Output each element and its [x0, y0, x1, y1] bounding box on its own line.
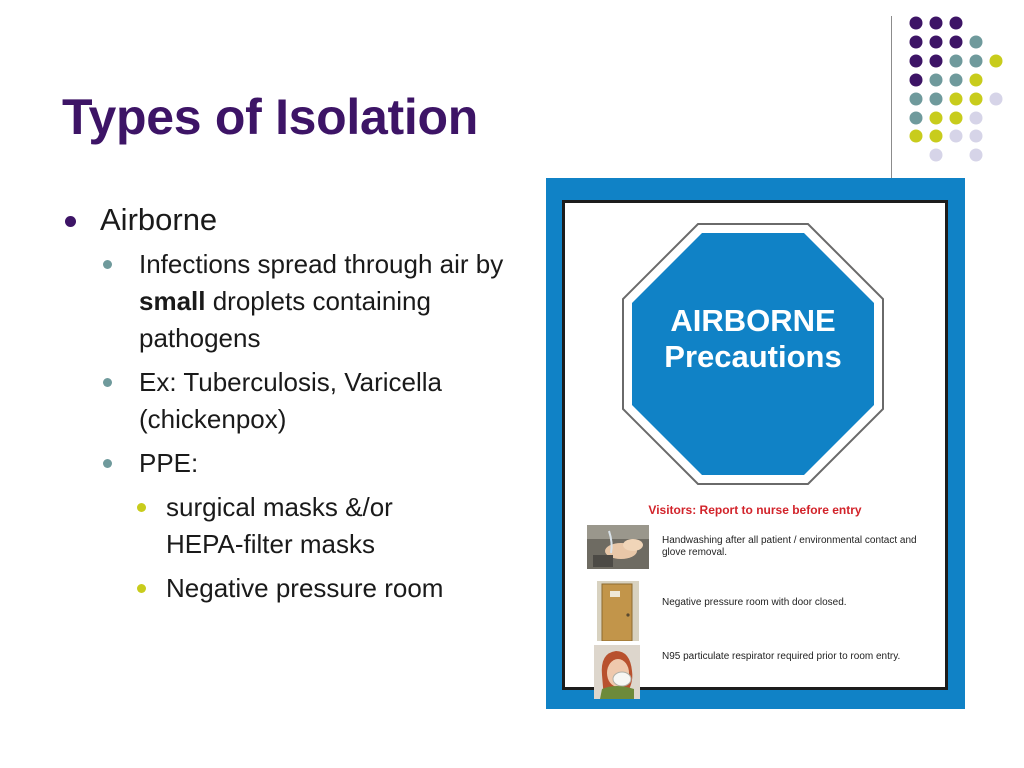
- poster-item: [587, 645, 927, 701]
- airborne-precautions-poster: [546, 178, 965, 709]
- decorative-dot-grid: [905, 14, 1015, 164]
- bullet-text: droplets containing pathogens: [139, 286, 431, 353]
- divider-line: [891, 16, 892, 180]
- handwashing-icon: [587, 525, 649, 569]
- poster-item-text: N95 particulate respirator required prior to room entry.: [662, 651, 901, 662]
- poster-item-text: Negative pressure room with door closed.: [662, 597, 847, 608]
- bullet-ppe-masks: surgical masks &/or HEPA-filter masks: [133, 489, 456, 563]
- bullet-airborne: Airborne: [62, 200, 532, 240]
- bullet-list: [62, 200, 532, 614]
- poster-item: [587, 581, 927, 641]
- sign-text: [621, 303, 885, 375]
- bullet-ppe-room: Negative pressure room: [133, 570, 532, 607]
- bullet-examples: Ex: Tuberculosis, Varicella (chickenpox): [100, 364, 469, 438]
- poster-panel: [562, 200, 948, 690]
- respirator-icon: [594, 645, 640, 699]
- visitors-notice: Visitors: Report to nurse before entry: [648, 503, 862, 517]
- door-icon: [597, 581, 639, 641]
- bullet-text: Infections spread through air by: [139, 249, 504, 279]
- poster-item: [587, 525, 927, 585]
- bullet-bold-text: small: [139, 286, 206, 316]
- bullet-infections-spread: [100, 246, 532, 357]
- poster-item-text: Handwashing after all patient / environmental contact and glove removal.: [662, 535, 917, 558]
- slide-title: Types of Isolation: [62, 89, 478, 145]
- bullet-ppe: PPE:: [100, 445, 532, 482]
- sign-line-1: AIRBORNE: [670, 303, 836, 338]
- sign-line-2: Precautions: [664, 339, 842, 374]
